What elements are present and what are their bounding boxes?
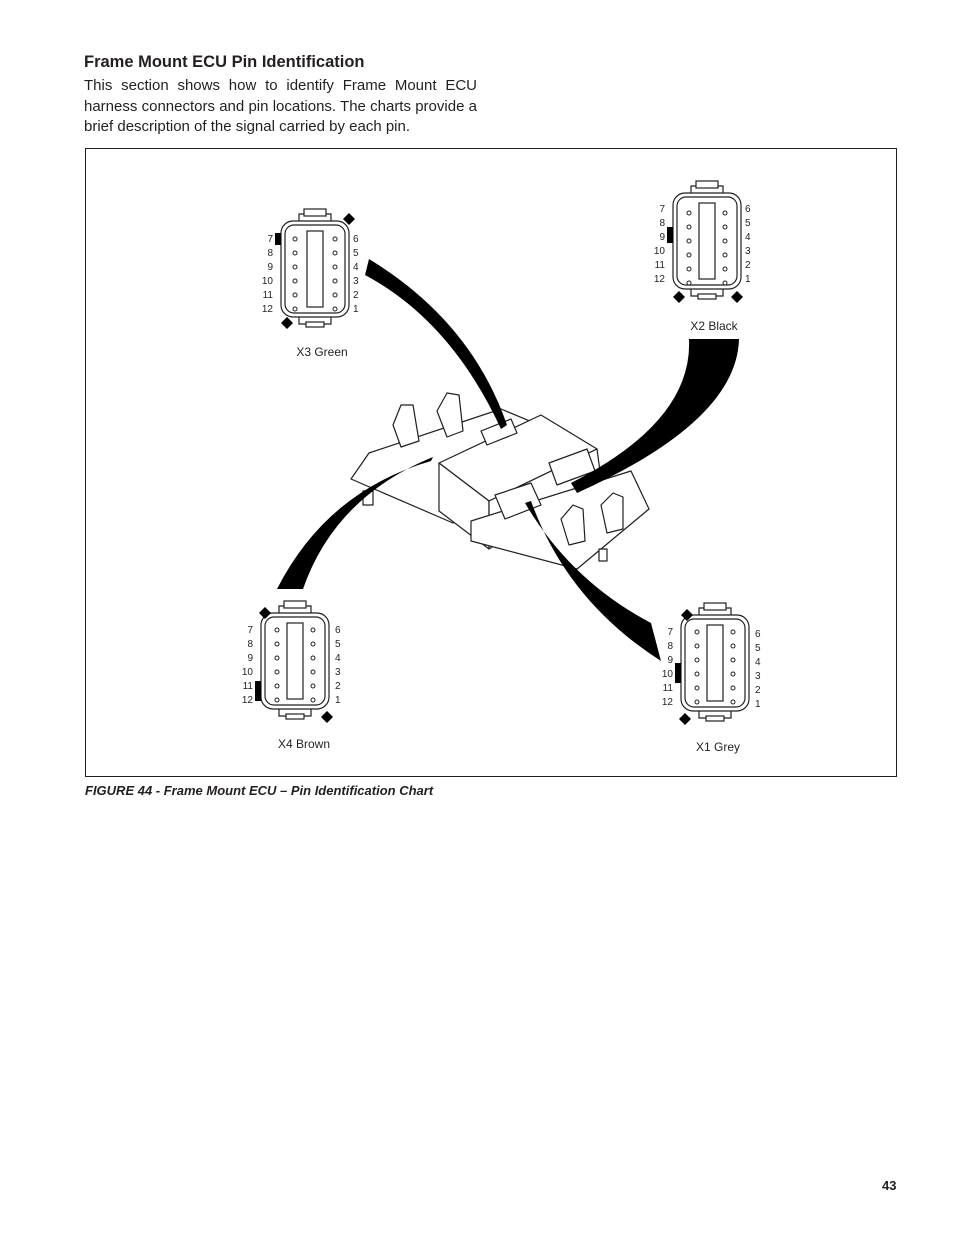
x3-right-pin-label: 3 [353, 276, 359, 287]
connector-x3 [262, 209, 359, 359]
x1-left-pin-label: 9 [667, 655, 673, 666]
x2-left-pin-label: 9 [659, 232, 665, 243]
x3-right-pin-label: 2 [353, 290, 359, 301]
x1-right-pin-label: 4 [755, 657, 761, 668]
ecu-pin-diagram [86, 149, 897, 777]
x4-left-pin-label: 10 [241, 667, 253, 678]
x1-right-pin-label: 1 [755, 699, 761, 710]
x3-left-pin-label: 10 [261, 276, 273, 287]
x3-right-pin-label: 5 [353, 248, 359, 259]
x4-connector-label: X4 Brown [277, 737, 331, 751]
x3-right-pin-label: 6 [353, 234, 359, 245]
x4-left-pin-label: 8 [247, 639, 253, 650]
x3-left-pin-label: 7 [267, 234, 273, 245]
x3-connector-label: X3 Green [296, 345, 348, 359]
x2-left-pin-label: 12 [653, 274, 665, 285]
x3-left-pin-label: 8 [267, 248, 273, 259]
section-title: Frame Mount ECU Pin Identification [84, 53, 365, 71]
x4-left-pin-label: 7 [247, 625, 253, 636]
x3-left-pin-label: 12 [261, 304, 273, 315]
x4-left-pin-label: 12 [241, 695, 253, 706]
x2-right-pin-label: 3 [745, 246, 751, 257]
figure-frame [85, 148, 897, 777]
x1-right-pin-label: 2 [755, 685, 761, 696]
x4-right-pin-label: 6 [335, 625, 341, 636]
x1-right-pin-label: 3 [755, 671, 761, 682]
x4-right-pin-label: 5 [335, 639, 341, 650]
x1-left-pin-label: 12 [661, 697, 673, 708]
x3-pointer-wedge [365, 259, 507, 429]
connector-x4 [242, 601, 341, 751]
x1-right-pin-label: 5 [755, 643, 761, 654]
x1-left-pin-label: 8 [667, 641, 673, 652]
x4-left-pin-label: 9 [247, 653, 253, 664]
x2-left-pin-label: 8 [659, 218, 665, 229]
x2-left-pin-label: 7 [659, 204, 665, 215]
x4-left-pin-label: 11 [242, 681, 253, 692]
x4-right-pin-label: 3 [335, 667, 341, 678]
connector-x2 [654, 181, 751, 333]
x2-right-pin-label: 5 [745, 218, 751, 229]
x2-left-pin-label: 11 [654, 260, 665, 271]
x2-pointer-wedge [571, 339, 739, 493]
x3-right-pin-label: 1 [353, 304, 359, 315]
x4-right-pin-label: 2 [335, 681, 341, 692]
x2-right-pin-label: 6 [745, 204, 751, 215]
ecu-rear-clip-1 [393, 405, 419, 447]
x4-right-pin-label: 4 [335, 653, 341, 664]
x1-left-pin-label: 10 [661, 669, 673, 680]
figure-caption: FIGURE 44 - Frame Mount ECU – Pin Identification Chart [85, 783, 434, 798]
x2-right-pin-label: 4 [745, 232, 751, 243]
x1-left-pin-label: 11 [662, 683, 673, 694]
x1-connector-label: X1 Grey [695, 740, 741, 754]
x1-right-pin-label: 6 [755, 629, 761, 640]
x1-left-pin-label: 7 [667, 627, 673, 638]
page-number: 43 [882, 1178, 897, 1193]
x4-right-pin-label: 1 [335, 695, 341, 706]
x2-right-pin-label: 2 [745, 260, 751, 271]
intro-paragraph: This section shows how to identify Frame Mount ECU harness connectors and pin locations. The charts provide a brief description of the signal carried by each pin. [84, 77, 477, 135]
x3-right-pin-label: 4 [353, 262, 359, 273]
x3-left-pin-label: 9 [267, 262, 273, 273]
x2-left-pin-label: 10 [653, 246, 665, 257]
x2-right-pin-label: 1 [745, 274, 751, 285]
ecu-foot-right [599, 549, 607, 561]
x2-connector-label: X2 Black [690, 319, 738, 333]
connector-x1 [662, 603, 761, 754]
x3-left-pin-label: 11 [262, 290, 273, 301]
